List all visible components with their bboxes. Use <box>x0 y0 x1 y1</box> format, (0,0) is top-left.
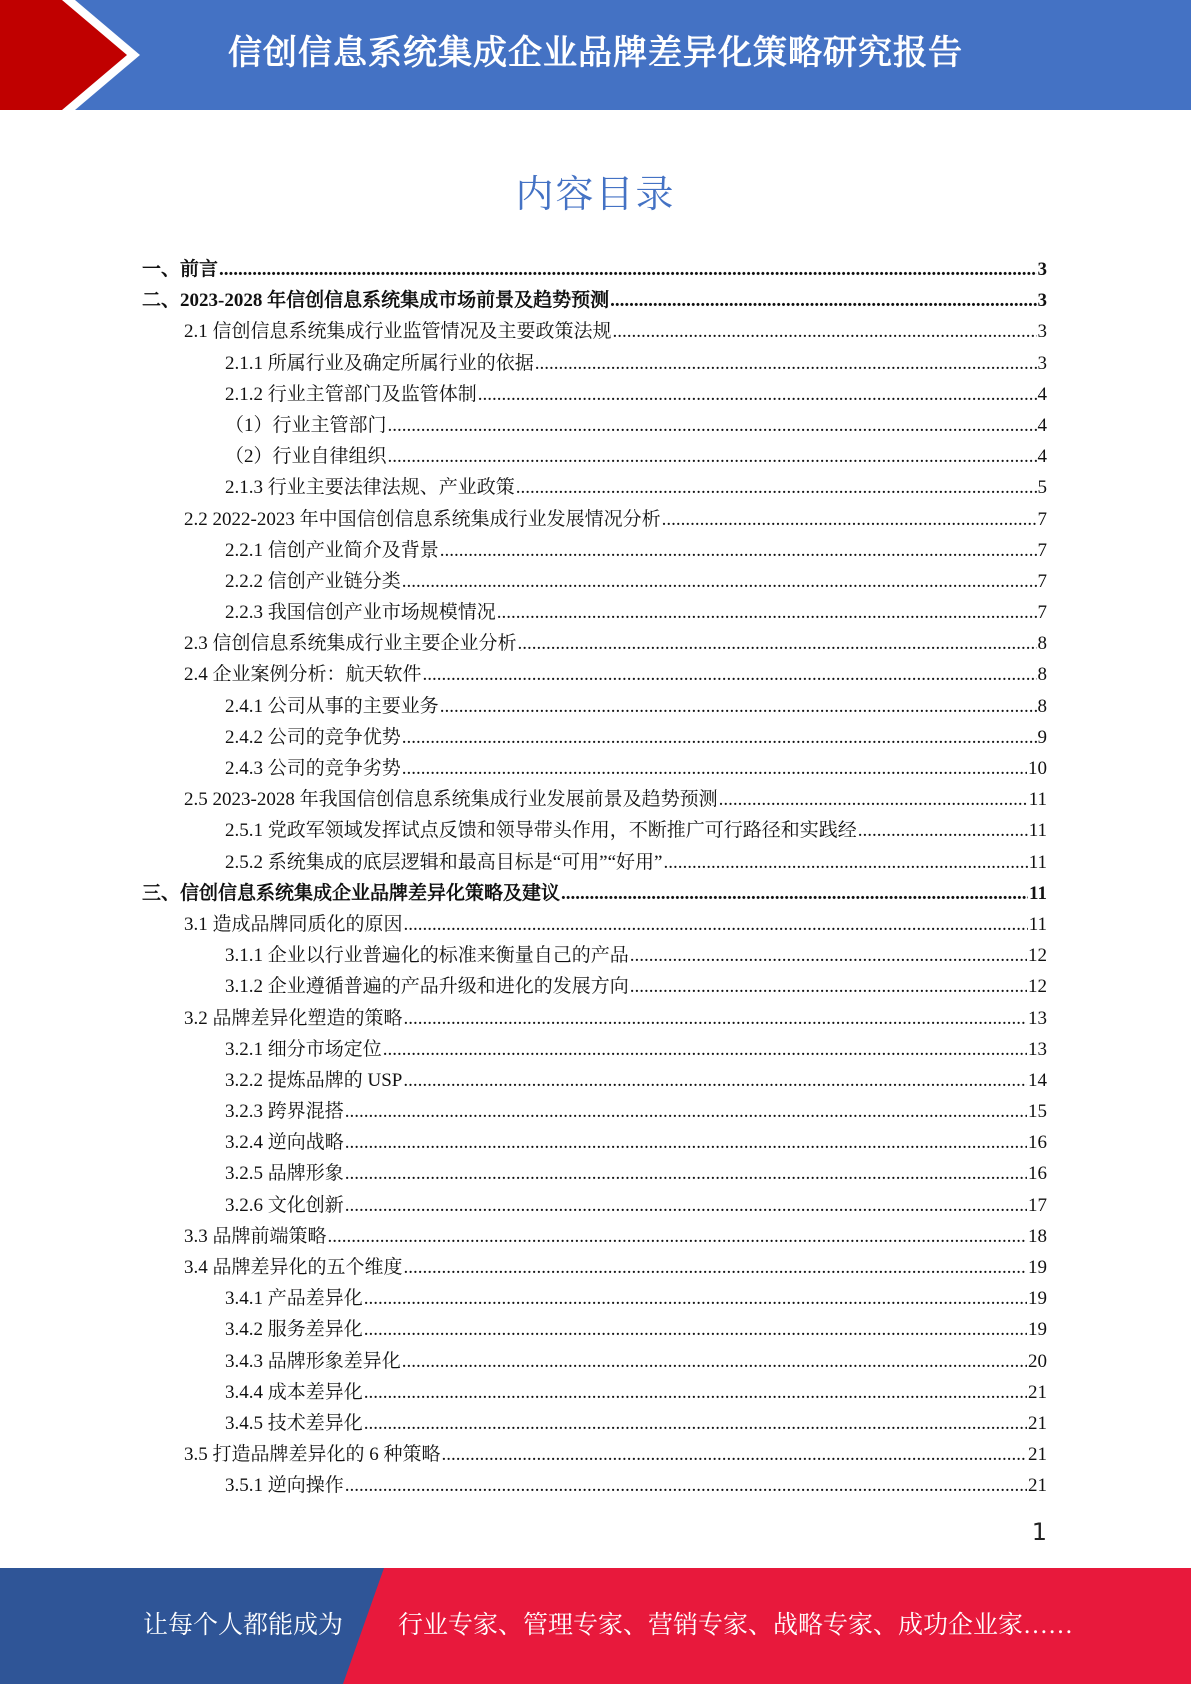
header-banner <box>0 0 1191 110</box>
toc-entry[interactable] <box>142 722 1047 753</box>
toc-leader-dots <box>719 784 1028 815</box>
toc-leader-dots <box>388 410 1037 441</box>
toc-entry-page: 8 <box>1037 695 1047 717</box>
toc-entry[interactable] <box>142 1065 1047 1096</box>
toc-entry[interactable] <box>142 1252 1047 1283</box>
toc-leader-dots <box>497 597 1037 628</box>
toc-entry-page: 14 <box>1028 1069 1047 1091</box>
page-number: 1 <box>1031 1518 1047 1546</box>
toc-leader-dots <box>403 1065 1027 1096</box>
toc-leader-dots <box>610 285 1036 316</box>
toc-entry-title: 2.1 信创信息系统集成行业监管情况及主要政策法规 <box>184 321 612 343</box>
toc-leader-dots <box>345 1096 1027 1127</box>
toc-entry-title: 2.2.1 信创产业简介及背景 <box>225 539 439 561</box>
toc-entry-title: 3.2.6 文化创新 <box>225 1194 344 1216</box>
toc-entry-page: 10 <box>1028 758 1047 779</box>
toc-leader-dots <box>402 722 1037 753</box>
toc-entry-title: 2.1.1 所属行业及确定所属行业的依据 <box>225 352 534 374</box>
toc-entry[interactable] <box>142 1221 1047 1252</box>
toc-entry-title: 3.2.4 逆向战略 <box>225 1132 344 1154</box>
toc-entry-page: 8 <box>1037 633 1047 655</box>
toc-entry-page: 17 <box>1028 1194 1047 1216</box>
toc-leader-dots <box>478 379 1037 410</box>
toc-leader-dots <box>858 815 1028 846</box>
toc-entry-page: 4 <box>1037 383 1047 405</box>
toc-entry-title: 2.2.3 我国信创产业市场规模情况 <box>225 602 496 624</box>
toc-entry-title: 3.4 品牌差异化的五个维度 <box>184 1257 403 1278</box>
toc-entry-page: 12 <box>1028 976 1047 998</box>
toc-leader-dots <box>561 878 1028 909</box>
toc-leader-dots <box>423 659 1037 690</box>
toc-entry[interactable] <box>142 1408 1047 1439</box>
toc-entry-title: 3.4.1 产品差异化 <box>225 1288 363 1310</box>
toc-entry-page: 3 <box>1037 321 1047 343</box>
toc-entry[interactable] <box>142 1377 1047 1408</box>
toc-entry-page: 11 <box>1028 913 1047 935</box>
toc-entry-page: 21 <box>1028 1444 1047 1466</box>
toc-entry-title: 2.1.3 行业主要法律法规、产业政策 <box>225 477 515 499</box>
toc-entry-page: 3 <box>1037 259 1047 280</box>
toc-leader-dots <box>663 847 1027 878</box>
toc-entry[interactable] <box>142 784 1047 815</box>
toc-entry-page: 7 <box>1037 508 1047 530</box>
toc-entry[interactable] <box>142 815 1047 846</box>
toc-entry-title: 3.2 品牌差异化塑造的策略 <box>184 1007 403 1029</box>
toc-entry-title: 3.4.5 技术差异化 <box>225 1412 363 1434</box>
toc-entry[interactable] <box>142 691 1047 722</box>
toc-entry-title: 3.2.2 提炼品牌的 USP <box>225 1069 403 1091</box>
toc-leader-dots <box>518 628 1037 659</box>
toc-leader-dots <box>364 1408 1027 1439</box>
toc-entry[interactable] <box>142 1346 1047 1377</box>
toc-entry[interactable] <box>142 472 1047 503</box>
toc-entry-title: 2.4.1 公司从事的主要业务 <box>225 695 439 717</box>
toc-entry-page: 9 <box>1037 726 1047 748</box>
toc-entry[interactable] <box>142 285 1047 316</box>
toc-entry-page: 11 <box>1029 882 1047 904</box>
toc-leader-dots <box>402 753 1027 784</box>
toc-entry-page: 21 <box>1028 1412 1047 1434</box>
toc-entry-page: 13 <box>1028 1038 1047 1060</box>
toc-entry[interactable] <box>142 847 1047 878</box>
toc-leader-dots <box>364 1283 1027 1314</box>
toc-entry-title: 3.1.1 企业以行业普遍化的标准来衡量自己的产品 <box>225 945 629 967</box>
toc-entry-title: 2.2 2022-2023 年中国信创信息系统集成行业发展情况分析 <box>184 508 661 530</box>
toc-entry[interactable] <box>142 940 1047 971</box>
toc-entry-title: （2）行业自律组织 <box>225 446 387 468</box>
toc-entry[interactable] <box>142 659 1047 690</box>
toc-leader-dots <box>402 566 1037 597</box>
toc-entry-page: 18 <box>1028 1225 1047 1247</box>
toc-entry-page: 11 <box>1028 789 1047 811</box>
toc-entry-title: 2.5.1 党政军领域发挥试点反馈和领导带头作用，不断推广可行路径和实践经 <box>225 820 857 842</box>
toc-leader-dots <box>662 504 1037 535</box>
toc-entry[interactable] <box>142 535 1047 566</box>
toc-entry-title: 3.4.4 成本差异化 <box>225 1381 363 1403</box>
toc-entry[interactable] <box>142 316 1047 347</box>
toc-leader-dots <box>364 1314 1027 1345</box>
toc-entry-page: 11 <box>1028 851 1047 873</box>
toc-entry-page: 16 <box>1028 1132 1047 1154</box>
toc-entry[interactable] <box>142 504 1047 535</box>
toc-entry-page: 21 <box>1028 1381 1047 1403</box>
toc-leader-dots <box>364 1377 1027 1408</box>
toc-entry-page: 16 <box>1028 1163 1047 1185</box>
toc-entry[interactable] <box>142 1127 1047 1158</box>
toc-entry-page: 7 <box>1037 602 1047 624</box>
toc-entry-title: 2.4.3 公司的竞争劣势 <box>225 758 401 779</box>
toc-entry[interactable] <box>142 254 1047 285</box>
toc-entry-title: 3.1.2 企业遵循普遍的产品升级和进化的发展方向 <box>225 976 629 998</box>
footer-slogan-right: 行业专家、管理专家、营销专家、战略专家、成功企业家…… <box>398 1612 1074 1639</box>
toc-leader-dots <box>404 1003 1027 1034</box>
toc-entry-page: 11 <box>1028 820 1047 842</box>
toc-entry-title: 3.5 打造品牌差异化的 6 种策略 <box>184 1444 441 1466</box>
toc-entry-page: 12 <box>1028 945 1047 967</box>
toc-entry-page: 15 <box>1028 1101 1047 1123</box>
toc-entry-title: 2.4.2 公司的竞争优势 <box>225 726 401 748</box>
table-of-contents <box>142 254 1047 1502</box>
toc-entry[interactable] <box>142 753 1047 784</box>
toc-entry-title: 3.4.2 服务差异化 <box>225 1319 363 1341</box>
toc-entry-title: 3.2.5 品牌形象 <box>225 1163 344 1185</box>
toc-leader-dots <box>219 254 1036 285</box>
toc-entry[interactable] <box>142 1470 1047 1501</box>
toc-entry[interactable] <box>142 1314 1047 1345</box>
toc-entry-title: （1）行业主管部门 <box>225 414 387 436</box>
toc-leader-dots <box>345 1470 1027 1501</box>
toc-leader-dots <box>613 316 1037 347</box>
toc-entry-page: 4 <box>1037 446 1047 468</box>
toc-entry-page: 3 <box>1037 352 1047 374</box>
toc-entry-title: 2.5.2 系统集成的底层逻辑和最高目标是“可用”“好用” <box>225 851 663 873</box>
toc-entry[interactable] <box>142 348 1047 379</box>
toc-leader-dots <box>516 472 1037 503</box>
toc-entry-page: 3 <box>1037 290 1047 312</box>
toc-entry[interactable] <box>142 878 1047 909</box>
toc-entry-page: 7 <box>1037 539 1047 561</box>
toc-entry-page: 13 <box>1028 1007 1047 1029</box>
toc-entry-page: 19 <box>1028 1319 1047 1341</box>
toc-entry[interactable] <box>142 1190 1047 1221</box>
toc-leader-dots <box>383 1034 1027 1065</box>
toc-leader-dots <box>404 1252 1027 1283</box>
toc-entry[interactable] <box>142 441 1047 472</box>
toc-leader-dots <box>630 971 1027 1002</box>
toc-leader-dots <box>402 1346 1027 1377</box>
toc-entry-title: 3.4.3 品牌形象差异化 <box>225 1350 401 1372</box>
toc-entry-title: 2.4 企业案例分析：航天软件 <box>184 664 422 686</box>
toc-entry[interactable] <box>142 1034 1047 1065</box>
toc-entry-page: 4 <box>1037 414 1047 436</box>
toc-entry[interactable] <box>142 1439 1047 1470</box>
toc-entry[interactable] <box>142 1096 1047 1127</box>
toc-leader-dots <box>442 1439 1027 1470</box>
toc-leader-dots <box>404 909 1028 940</box>
toc-entry-title: 2.5 2023-2028 年我国信创信息系统集成行业发展前景及趋势预测 <box>184 789 718 811</box>
toc-entry-page: 20 <box>1028 1350 1047 1372</box>
toc-entry-title: 2.3 信创信息系统集成行业主要企业分析 <box>184 633 517 655</box>
toc-entry-page: 8 <box>1037 664 1047 686</box>
toc-leader-dots <box>388 441 1037 472</box>
toc-entry[interactable] <box>142 909 1047 940</box>
toc-entry-title: 3.2.3 跨界混搭 <box>225 1101 344 1123</box>
toc-entry-title: 2.2.2 信创产业链分类 <box>225 570 401 592</box>
toc-leader-dots <box>345 1190 1027 1221</box>
footer-banner <box>0 1568 1191 1684</box>
toc-entry[interactable] <box>142 1003 1047 1034</box>
toc-entry[interactable] <box>142 566 1047 597</box>
toc-entry[interactable] <box>142 379 1047 410</box>
toc-entry-title: 二、2023-2028 年信创信息系统集成市场前景及趋势预测 <box>142 290 610 312</box>
toc-entry-page: 19 <box>1028 1257 1047 1278</box>
toc-entry[interactable] <box>142 597 1047 628</box>
report-title: 信创信息系统集成企业品牌差异化策略研究报告 <box>228 33 963 73</box>
toc-entry[interactable] <box>142 1158 1047 1189</box>
toc-leader-dots <box>345 1127 1027 1158</box>
toc-entry[interactable] <box>142 628 1047 659</box>
toc-entry-title: 一、前言 <box>142 259 219 280</box>
toc-leader-dots <box>535 348 1037 379</box>
toc-entry-title: 三、信创信息系统集成企业品牌差异化策略及建议 <box>142 882 561 904</box>
toc-leader-dots <box>328 1221 1027 1252</box>
toc-entry-page: 5 <box>1037 477 1047 499</box>
toc-entry-title: 2.1.2 行业主管部门及监管体制 <box>225 383 477 405</box>
toc-entry[interactable] <box>142 971 1047 1002</box>
toc-entry[interactable] <box>142 410 1047 441</box>
toc-heading: 内容目录 <box>515 172 676 216</box>
toc-entry-title: 3.5.1 逆向操作 <box>225 1475 344 1497</box>
toc-entry-title: 3.3 品牌前端策略 <box>184 1225 327 1247</box>
toc-leader-dots <box>440 691 1037 722</box>
toc-entry-title: 3.2.1 细分市场定位 <box>225 1038 382 1060</box>
toc-leader-dots <box>345 1158 1027 1189</box>
toc-entry-page: 19 <box>1028 1288 1047 1310</box>
toc-entry-page: 7 <box>1037 570 1047 592</box>
toc-leader-dots <box>440 535 1037 566</box>
toc-leader-dots <box>630 940 1027 971</box>
footer-slogan-left: 让每个人都能成为 <box>143 1612 344 1639</box>
toc-entry-page: 21 <box>1028 1475 1047 1497</box>
toc-entry-title: 3.1 造成品牌同质化的原因 <box>184 913 403 935</box>
toc-entry[interactable] <box>142 1283 1047 1314</box>
